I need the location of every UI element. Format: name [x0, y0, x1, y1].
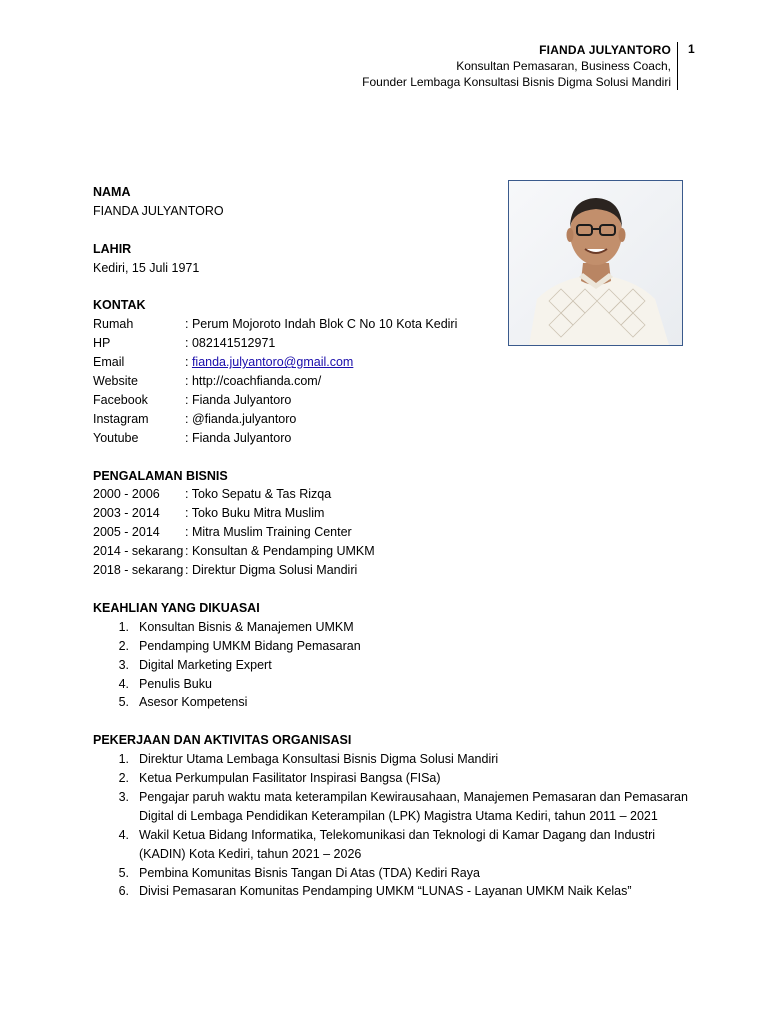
list-number: 1.: [118, 752, 129, 767]
bisnis-period: 2018 - sekarang: [93, 563, 184, 578]
cv-content: [93, 183, 693, 901]
bisnis-value: : Konsultan & Pendamping UMKM: [185, 544, 375, 559]
bisnis-row: [93, 485, 693, 504]
kontak-label: Website: [93, 374, 138, 389]
section-title-lahir: LAHIR: [93, 241, 132, 256]
list-item: [93, 693, 693, 712]
kontak-value: : @fianda.julyantoro: [185, 411, 297, 426]
kontak-value: : Fianda Julyantoro: [185, 430, 292, 445]
list-number: 3.: [118, 657, 129, 672]
list-item: [93, 769, 693, 788]
list-number: 5.: [118, 695, 129, 710]
bisnis-value: : Direktur Digma Solusi Mandiri: [185, 563, 358, 578]
list-item: [93, 882, 693, 901]
kontak-row-youtube: [93, 429, 693, 448]
list-number: 4.: [118, 827, 129, 842]
list-text: Digital Marketing Expert: [139, 657, 272, 672]
kontak-value: : Fianda Julyantoro: [185, 392, 292, 407]
section-title-kontak: KONTAK: [93, 298, 146, 313]
bisnis-row: [93, 523, 693, 542]
keahlian-list: [93, 618, 693, 713]
bisnis-period: 2014 - sekarang: [93, 544, 184, 559]
kontak-value: : Perum Mojoroto Indah Blok C No 10 Kota Kediri: [185, 317, 458, 332]
list-text: Wakil Ketua Bidang Informatika, Telekomunikasi dan Teknologi di Kamar Dagang dan Industri (KADIN) Kota Kediri, tahun 2021 – 2026: [139, 827, 656, 861]
page-number: 1: [688, 42, 695, 56]
bisnis-period: 2003 - 2014: [93, 506, 160, 521]
list-number: 2.: [118, 771, 129, 786]
list-item: [93, 675, 693, 694]
list-number: 3.: [118, 789, 129, 804]
kontak-label: Rumah: [93, 317, 134, 332]
section-title-nama: NAMA: [93, 185, 131, 199]
kontak-row-email: [93, 353, 693, 372]
list-text: Ketua Perkumpulan Fasilitator Inspirasi Bangsa (FISa): [139, 771, 441, 786]
list-number: 1.: [118, 619, 129, 634]
email-link[interactable]: fianda.julyantoro@gmail.com: [191, 355, 354, 370]
section-title-bisnis: PENGALAMAN BISNIS: [93, 468, 228, 483]
list-text: Pendamping UMKM Bidang Pemasaran: [139, 638, 361, 653]
list-item: [93, 826, 693, 864]
bisnis-period: 2005 - 2014: [93, 525, 160, 540]
list-text: Penulis Buku: [139, 676, 212, 691]
list-text: Pembina Komunitas Bisnis Tangan Di Atas (TDA) Kediri Raya: [139, 865, 480, 880]
list-item: [93, 750, 693, 769]
email-separator: :: [185, 355, 192, 370]
list-number: 6.: [118, 884, 129, 899]
bisnis-row: [93, 561, 693, 580]
list-item: [93, 788, 693, 826]
page-header: [362, 42, 678, 90]
kontak-value: [185, 353, 693, 372]
list-number: 4.: [118, 676, 129, 691]
bisnis-value: : Toko Buku Mitra Muslim: [185, 506, 325, 521]
list-text: Konsultan Bisnis & Manajemen UMKM: [139, 619, 354, 634]
list-item: [93, 618, 693, 637]
bisnis-value: : Toko Sepatu & Tas Rizqa: [185, 487, 332, 502]
section-title-keahlian: KEAHLIAN YANG DIKUASAI: [93, 600, 260, 615]
kontak-row-hp: [93, 334, 693, 353]
lahir-value: Kediri, 15 Juli 1971: [93, 260, 200, 275]
bisnis-row: [93, 504, 693, 523]
kontak-value: : 082141512971: [185, 336, 276, 351]
list-text: Pengajar paruh waktu mata keterampilan Kewirausahaan, Manajemen Pemasaran dan Pemasaran Digital di Lembaga Pendidikan Keterampilan (LPK) Magistra Utama Kediri, tahun 2011 – 2021: [139, 789, 688, 823]
header-title-line-2: Founder Lembaga Konsultasi Bisnis Digma Solusi Mandiri: [362, 75, 671, 89]
kontak-label: Instagram: [93, 411, 149, 426]
kontak-label: Email: [93, 355, 125, 370]
section-title-pekerjaan: PEKERJAAN DAN AKTIVITAS ORGANISASI: [93, 733, 352, 748]
bisnis-value: : Mitra Muslim Training Center: [185, 525, 352, 540]
header-name: FIANDA JULYANTORO: [539, 43, 671, 57]
header-title-line-1: Konsultan Pemasaran, Business Coach,: [456, 59, 671, 73]
list-item: [93, 656, 693, 675]
list-text: Asesor Kompetensi: [139, 695, 248, 710]
pekerjaan-list: [93, 750, 693, 901]
list-item: [93, 864, 693, 883]
list-text: Divisi Pemasaran Komunitas Pendamping UMKM “LUNAS - Layanan UMKM Naik Kelas”: [139, 884, 632, 899]
kontak-label: Facebook: [93, 392, 148, 407]
nama-value: FIANDA JULYANTORO: [93, 203, 224, 218]
list-number: 2.: [118, 638, 129, 653]
kontak-row-instagram: [93, 410, 693, 429]
list-number: 5.: [118, 865, 129, 880]
bisnis-row: [93, 542, 693, 561]
kontak-row-rumah: [93, 315, 693, 334]
bisnis-period: 2000 - 2006: [93, 487, 160, 502]
list-item: [93, 637, 693, 656]
kontak-label: Youtube: [93, 430, 139, 445]
kontak-row-facebook: [93, 391, 693, 410]
kontak-value: : http://coachfianda.com/: [185, 374, 322, 389]
kontak-label: HP: [93, 336, 111, 351]
list-text: Direktur Utama Lembaga Konsultasi Bisnis Digma Solusi Mandiri: [139, 752, 499, 767]
kontak-row-website: [93, 372, 693, 391]
